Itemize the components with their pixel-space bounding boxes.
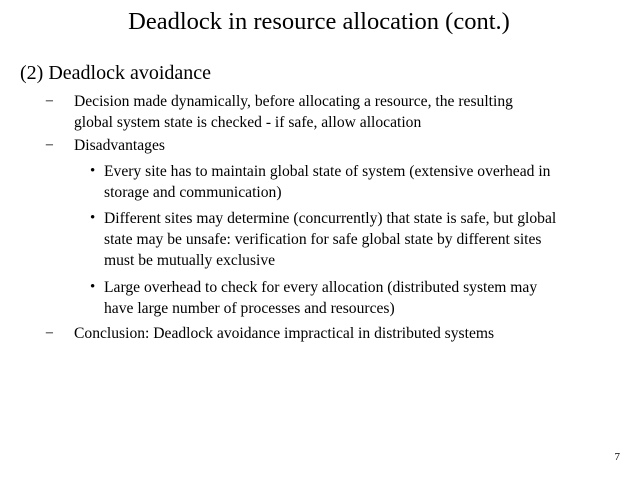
item-line: Conclusion: Deadlock avoidance impractical in distributed systems [74, 325, 495, 342]
dash-item-disadvantages [45, 135, 165, 156]
item-line: Disadvantages [74, 137, 165, 154]
page-number: 7 [614, 451, 620, 463]
dash-item-decision [45, 91, 513, 133]
section-heading: (2) Deadlock avoidance [20, 62, 212, 84]
dash-marker: − [45, 325, 54, 342]
slide-title: Deadlock in resource allocation (cont.) [128, 8, 510, 35]
dash-marker: − [45, 137, 54, 154]
bullet-marker: • [90, 163, 96, 179]
bullet-item-concurrent-sites [90, 208, 557, 271]
bullet-marker: • [90, 279, 96, 295]
item-line: Different sites may determine (concurrently) that state is safe, but global [104, 210, 557, 227]
item-line: global system state is checked - if safe, allow allocation [74, 114, 422, 131]
item-line: storage and communication) [104, 184, 282, 201]
item-line: Large overhead to check for every allocation (distributed system may [104, 279, 538, 296]
dash-item-conclusion [45, 323, 495, 344]
bullet-marker: • [90, 210, 96, 226]
bullet-item-global-state [90, 161, 551, 203]
item-line: state may be unsafe: verification for safe global state by different sites [104, 231, 542, 248]
item-line: Decision made dynamically, before allocating a resource, the resulting [74, 93, 513, 110]
item-line: have large number of processes and resources) [104, 300, 395, 317]
bullet-item-large-overhead [90, 277, 538, 319]
item-line: Every site has to maintain global state of system (extensive overhead in [104, 163, 551, 180]
item-line: must be mutually exclusive [104, 252, 276, 269]
dash-marker: − [45, 93, 54, 110]
